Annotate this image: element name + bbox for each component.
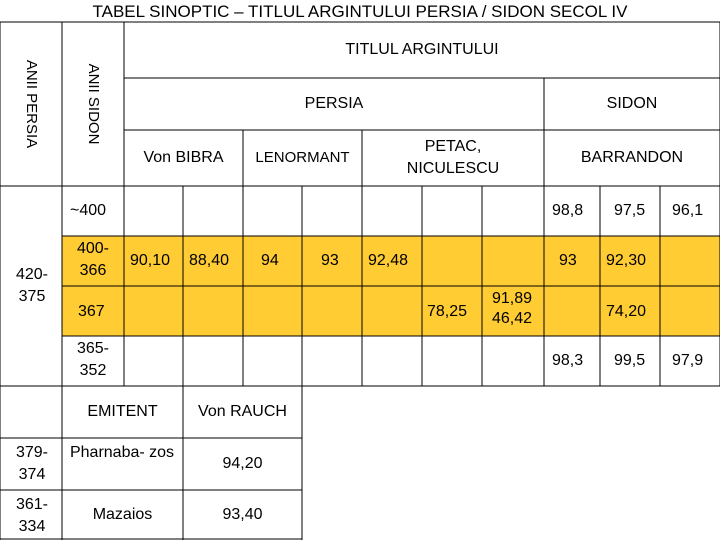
page-title: TABEL SINOPTIC – TITLUL ARGINTULUI PERSIA / SIDON SECOL IV [92,2,628,21]
emitent-header: EMITENT [87,403,158,420]
petac-header: PETAC, NICULESCU [406,138,500,177]
value-cell: 98,8 [552,202,584,219]
lower-years-row2: 361- 334 [15,496,49,535]
value-cell: 99,5 [614,352,646,369]
value-cell: 92,30 [606,252,647,269]
titlul-header: TITLUL ARGINTULUI [345,41,499,58]
lower-emitent-row1: Pharnaba- zos [69,444,175,461]
lower-emitent-row2: Mazaios [92,506,153,523]
von-rauch-header: Von RAUCH [198,403,287,420]
value-cell: 98,3 [552,352,584,369]
lenormant-header: LENORMANT [255,149,350,166]
value-cell: 93 [321,252,339,269]
value-cell: 97,5 [614,202,646,219]
value-cell: 78,25 [427,303,468,320]
value-cell: 97,9 [672,352,704,369]
lower-years-row1: 379- 374 [15,444,49,483]
value-cell: 92,48 [368,252,409,269]
lower-value-row2: 93,40 [222,506,263,523]
persia-year-label: 420- 375 [15,266,49,305]
sidon-year-row2: 400- 366 [76,240,110,279]
value-cell: 96,1 [672,202,704,219]
value-cell: 94 [261,252,279,269]
sidon-year-row3: 367 [78,303,105,320]
von-bibra-header: Von BIBRA [143,149,224,166]
value-cell: 88,40 [189,252,230,269]
value-cell: 74,20 [606,303,647,320]
value-cell: 90,10 [130,252,171,269]
value-cell: 91,89 46,42 [491,290,533,327]
lower-value-row1: 94,20 [222,455,263,472]
value-cell: 93 [559,252,577,269]
persia-header: PERSIA [304,95,364,112]
anii-persia-label: ANII PERSIA [23,59,40,149]
sidon-year-row4: 365- 352 [76,340,110,379]
anii-sidon-label: ANII SIDON [85,63,102,145]
barrandon-header: BARRANDON [580,149,684,166]
sidon-year-row1: ~400 [70,202,107,219]
sidon-header: SIDON [606,95,658,112]
